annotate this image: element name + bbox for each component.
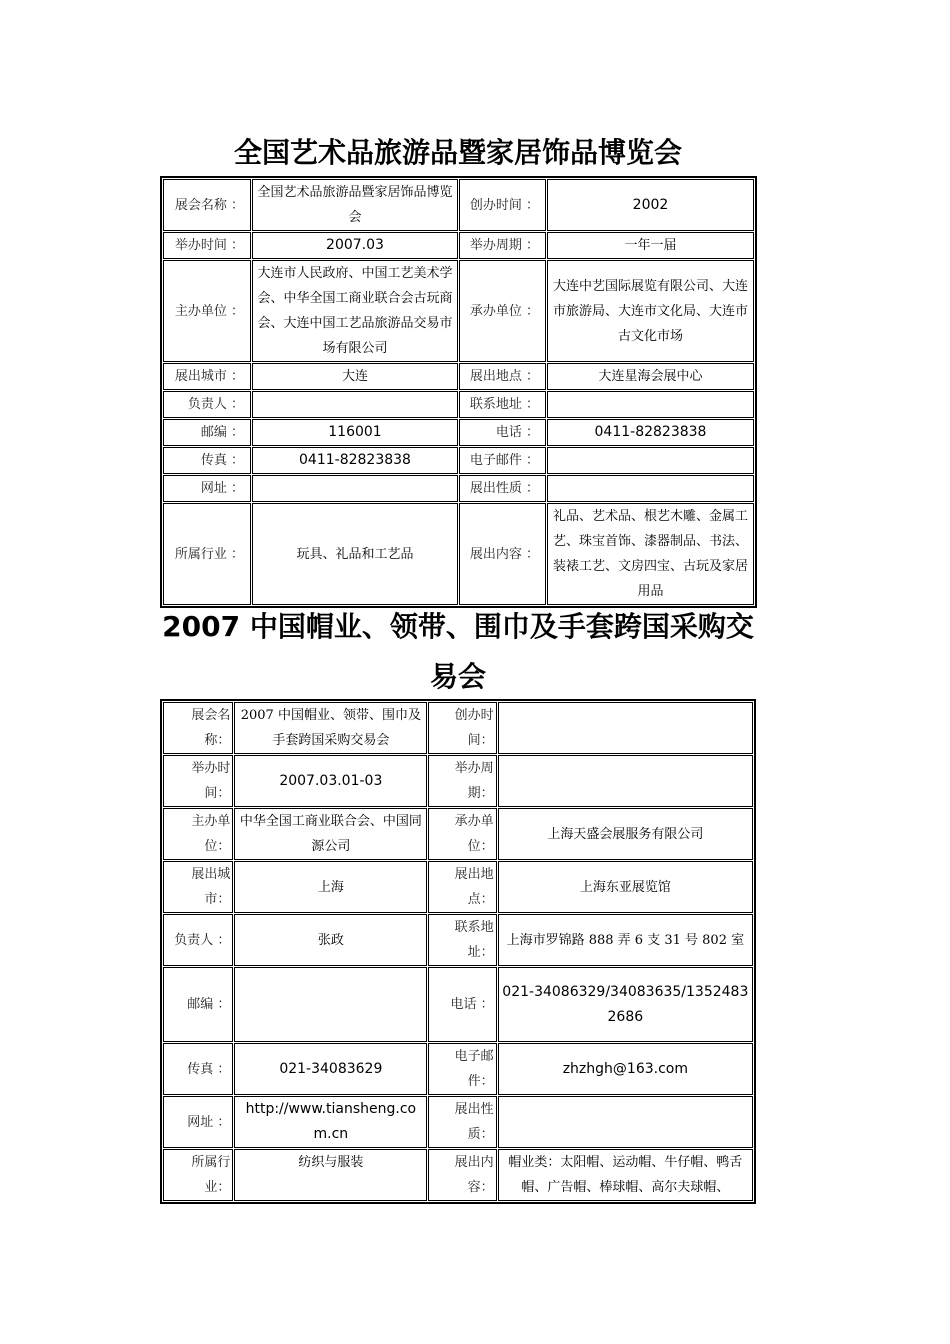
table-row bbox=[163, 861, 753, 913]
label-venue: 展出地点： bbox=[428, 861, 496, 913]
value-industry: 纺织与服装 bbox=[234, 1149, 427, 1201]
expo2-title: 2007 中国帽业、领带、围巾及手套跨国采购交易会 bbox=[162, 610, 754, 693]
label-contractor: 承办单位 ： bbox=[459, 260, 546, 362]
label-fax: 传真 ： bbox=[163, 1043, 233, 1095]
label-contact-person: 负责人 ： bbox=[163, 391, 251, 418]
label-contact-person: 负责人 ： bbox=[163, 914, 233, 966]
table-row bbox=[163, 391, 754, 418]
table-row bbox=[163, 1096, 753, 1148]
value-website bbox=[252, 475, 458, 502]
value-cycle: 一年一届 bbox=[547, 232, 754, 259]
label-exhibits: 展出内容 ： bbox=[459, 503, 546, 605]
label-held-date: 举办时间： bbox=[163, 755, 233, 807]
value-contractor: 上海天盛会展服务有限公司 bbox=[498, 808, 753, 860]
table-row bbox=[163, 503, 754, 605]
table-row bbox=[163, 260, 754, 362]
value-cycle bbox=[498, 755, 753, 807]
table-row bbox=[163, 1149, 753, 1201]
table-row bbox=[163, 755, 753, 807]
label-fax: 传真 ： bbox=[163, 447, 251, 474]
label-held-date: 举办时间 ： bbox=[163, 232, 251, 259]
table-row bbox=[163, 447, 754, 474]
value-email bbox=[547, 447, 754, 474]
label-organizer: 主办单位： bbox=[163, 808, 233, 860]
label-address: 联系地址： bbox=[428, 914, 496, 966]
value-contractor: 大连中艺国际展览有限公司、大连市旅游局、大连市文化局、大连市古文化市场 bbox=[547, 260, 754, 362]
value-industry: 玩具、礼品和工艺品 bbox=[252, 503, 458, 605]
table-row bbox=[163, 179, 754, 231]
value-expo-name: 2007 中国帽业、领带、围巾及手套跨国采购交易会 bbox=[234, 702, 427, 754]
label-city: 展出城市 ： bbox=[163, 363, 251, 390]
value-venue: 大连星海会展中心 bbox=[547, 363, 754, 390]
value-website: http://www.tiansheng.com.cn bbox=[234, 1096, 427, 1148]
value-phone: 0411-82823838 bbox=[547, 419, 754, 446]
label-website: 网址 ： bbox=[163, 475, 251, 502]
label-postcode: 邮编 ： bbox=[163, 967, 233, 1042]
label-expo-name: 展会名称 ： bbox=[163, 179, 251, 231]
expo2-table bbox=[160, 699, 756, 1204]
value-address bbox=[547, 391, 754, 418]
value-fax: 0411-82823838 bbox=[252, 447, 458, 474]
label-industry: 所属行业 ： bbox=[163, 503, 251, 605]
value-phone: 021-34086329/34083635/13524832686 bbox=[498, 967, 753, 1042]
label-contractor: 承办单位： bbox=[428, 808, 496, 860]
label-address: 联系地址 ： bbox=[459, 391, 546, 418]
value-exhibits: 礼品、艺术品、根艺木雕、金属工艺、珠宝首饰、漆器制品、书法、装裱工艺、文房四宝、古玩及家居用品 bbox=[547, 503, 754, 605]
label-phone: 电话 ： bbox=[459, 419, 546, 446]
table-row bbox=[163, 475, 754, 502]
label-organizer: 主办单位 ： bbox=[163, 260, 251, 362]
value-fax: 021-34083629 bbox=[234, 1043, 427, 1095]
table-row bbox=[163, 363, 754, 390]
table-row bbox=[163, 967, 753, 1042]
value-held-date: 2007.03 bbox=[252, 232, 458, 259]
value-held-date: 2007.03.01-03 bbox=[234, 755, 427, 807]
label-email: 电子邮件 ： bbox=[459, 447, 546, 474]
value-founded: 2002 bbox=[547, 179, 754, 231]
label-city: 展出城市： bbox=[163, 861, 233, 913]
label-website: 网址 ： bbox=[163, 1096, 233, 1148]
value-contact-person bbox=[252, 391, 458, 418]
label-expo-name: 展会名称： bbox=[163, 702, 233, 754]
value-address: 上海市罗锦路 888 弄 6 支 31 号 802 室 bbox=[498, 914, 753, 966]
value-city: 上海 bbox=[234, 861, 427, 913]
label-founded: 创办时间 ： bbox=[459, 179, 546, 231]
value-postcode bbox=[234, 967, 427, 1042]
label-venue: 展出地点 ： bbox=[459, 363, 546, 390]
label-cycle: 举办周期： bbox=[428, 755, 496, 807]
label-industry: 所属行业： bbox=[163, 1149, 233, 1201]
value-venue: 上海东亚展览馆 bbox=[498, 861, 753, 913]
expo1-title: 全国艺术品旅游品暨家居饰品博览会 bbox=[233, 136, 682, 169]
value-postcode: 116001 bbox=[252, 419, 458, 446]
value-nature bbox=[498, 1096, 753, 1148]
label-exhibits: 展出内容： bbox=[428, 1149, 496, 1201]
table-row bbox=[163, 232, 754, 259]
value-exhibits: 帽业类：太阳帽、运动帽、牛仔帽、鸭舌帽、广告帽、棒球帽、高尔夫球帽、 bbox=[498, 1149, 753, 1201]
label-cycle: 举办周期 ： bbox=[459, 232, 546, 259]
label-nature: 展出性质 ： bbox=[459, 475, 546, 502]
table-row bbox=[163, 808, 753, 860]
value-organizer: 中华全国工商业联合会、中国同源公司 bbox=[234, 808, 427, 860]
value-city: 大连 bbox=[252, 363, 458, 390]
table-row bbox=[163, 1043, 753, 1095]
value-contact-person: 张政 bbox=[234, 914, 427, 966]
label-founded: 创办时间： bbox=[428, 702, 496, 754]
table-row bbox=[163, 914, 753, 966]
value-founded bbox=[498, 702, 753, 754]
expo1-table bbox=[160, 176, 757, 608]
label-nature: 展出性质： bbox=[428, 1096, 496, 1148]
label-phone: 电话 ： bbox=[428, 967, 496, 1042]
value-email: zhzhgh@163.com bbox=[498, 1043, 753, 1095]
table-row bbox=[163, 702, 753, 754]
label-postcode: 邮编 ： bbox=[163, 419, 251, 446]
value-organizer: 大连市人民政府、中国工艺美术学会、中华全国工商业联合会古玩商会、大连中国工艺品旅游品交易市场有限公司 bbox=[252, 260, 458, 362]
label-email: 电子邮件： bbox=[428, 1043, 496, 1095]
value-nature bbox=[547, 475, 754, 502]
table-row bbox=[163, 419, 754, 446]
value-expo-name: 全国艺术品旅游品暨家居饰品博览会 bbox=[252, 179, 458, 231]
